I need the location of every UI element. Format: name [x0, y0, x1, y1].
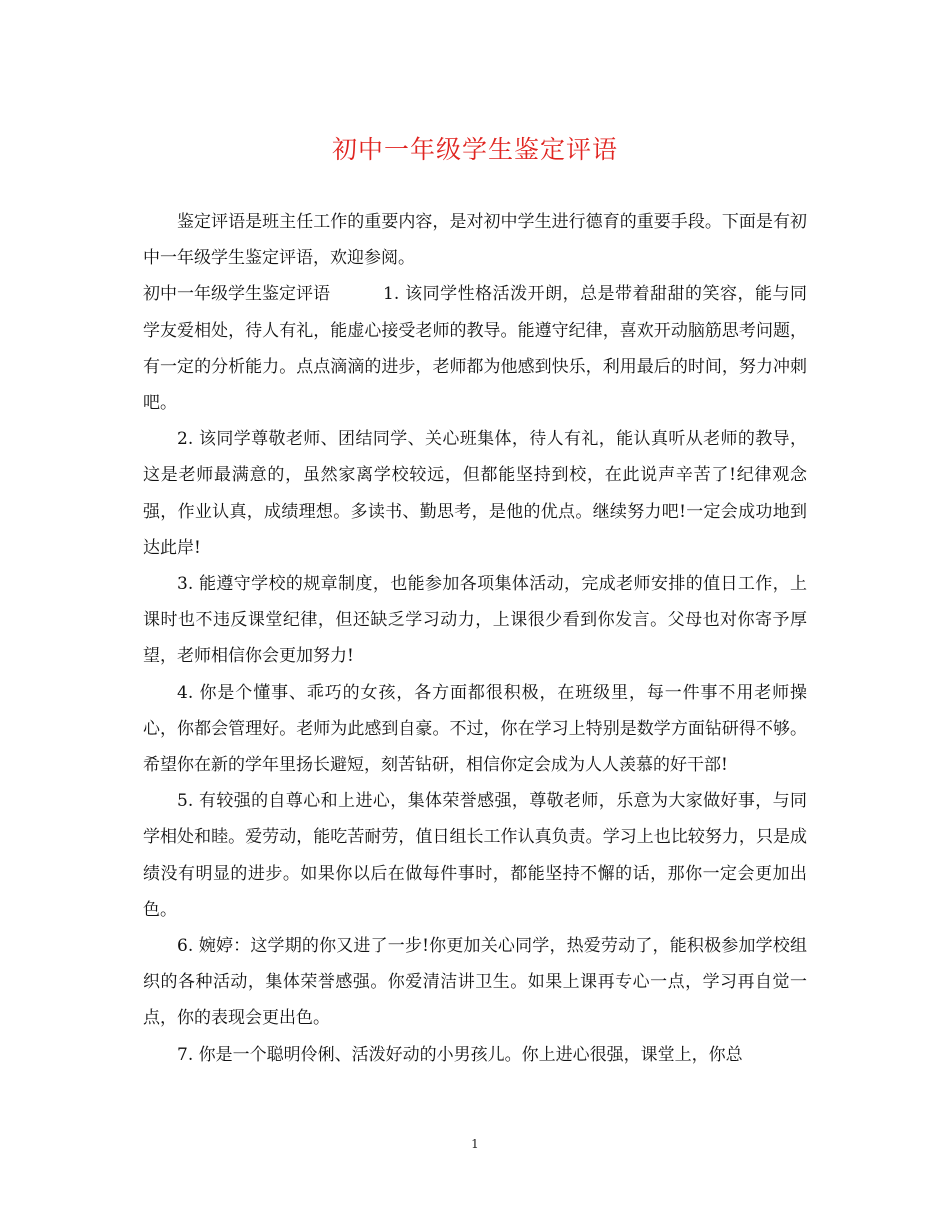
list-item-7: 7. 你是一个聪明伶俐、活泼好动的小男孩儿。你上进心很强，课堂上，你总: [177, 1044, 743, 1065]
page-number: 1: [471, 1137, 479, 1151]
subheading: 初中一年级学生鉴定评语: [143, 284, 330, 305]
list-item-6: 6. 婉婷：这学期的你又进了一步!你更加关心同学，热爱劳动了，能积极参加学校组织的各种活动，集体荣誉感强。你爱清洁讲卫生。如果上课再专心一点，学习再自觉一点，你的表现会更出色。: [143, 936, 807, 1029]
intro-paragraph: 鉴定评语是班主任工作的重要内容，是对初中学生进行德育的重要手段。下面是有初中一年级学生鉴定评语，欢迎参阅。: [143, 212, 807, 269]
list-item-2: 2. 该同学尊敬老师、团结同学、关心班集体，待人有礼，能认真听从老师的教导，这是老师最满意的，虽然家离学校较远，但都能坚持到校，在此说声辛苦了!纪律观念强，作业认真，成绩理想。多读书、勤思考，是他的优点。继续努力吧!一定会成功地到达此岸!: [143, 429, 807, 558]
document-body: [143, 204, 807, 1073]
list-item-4: 4. 你是个懂事、乖巧的女孩，各方面都很积极，在班级里，每一件事不用老师操心，你都会管理好。老师为此感到自豪。不过，你在学习上特别是数学方面钻研得不够。希望你在新的学年里扬长避短，刻苦钻研，相信你定会成为人人羡慕的好干部!: [143, 682, 807, 776]
document-title: 初中一年级学生鉴定评语: [331, 135, 618, 164]
first-item-paragraph: [143, 276, 807, 421]
list-item-1: 1. 该同学性格活泼开朗，总是带着甜甜的笑容，能与同学友爱相处，待人有礼，能虚心接受老师的教导。能遵守纪律，喜欢开动脑筋思考问题，有一定的分析能力。点点滴滴的进步，老师都为他感到快乐，利用最后的时间，努力冲刺吧。: [143, 284, 807, 414]
list-item-3: 3. 能遵守学校的规章制度，也能参加各项集体活动，完成老师安排的值日工作，上课时也不违反课堂纪律，但还缺乏学习动力，上课很少看到你发言。父母也对你寄予厚望，老师相信你会更加努力!: [143, 574, 807, 667]
list-item-5: 5. 有较强的自尊心和上进心，集体荣誉感强，尊敬老师，乐意为大家做好事，与同学相处和睦。爱劳动，能吃苦耐劳，值日组长工作认真负责。学习上也比较努力，只是成绩没有明显的进步。如果你以后在做每件事时，都能坚持不懈的话，那你一定会更加出色。: [143, 791, 807, 920]
